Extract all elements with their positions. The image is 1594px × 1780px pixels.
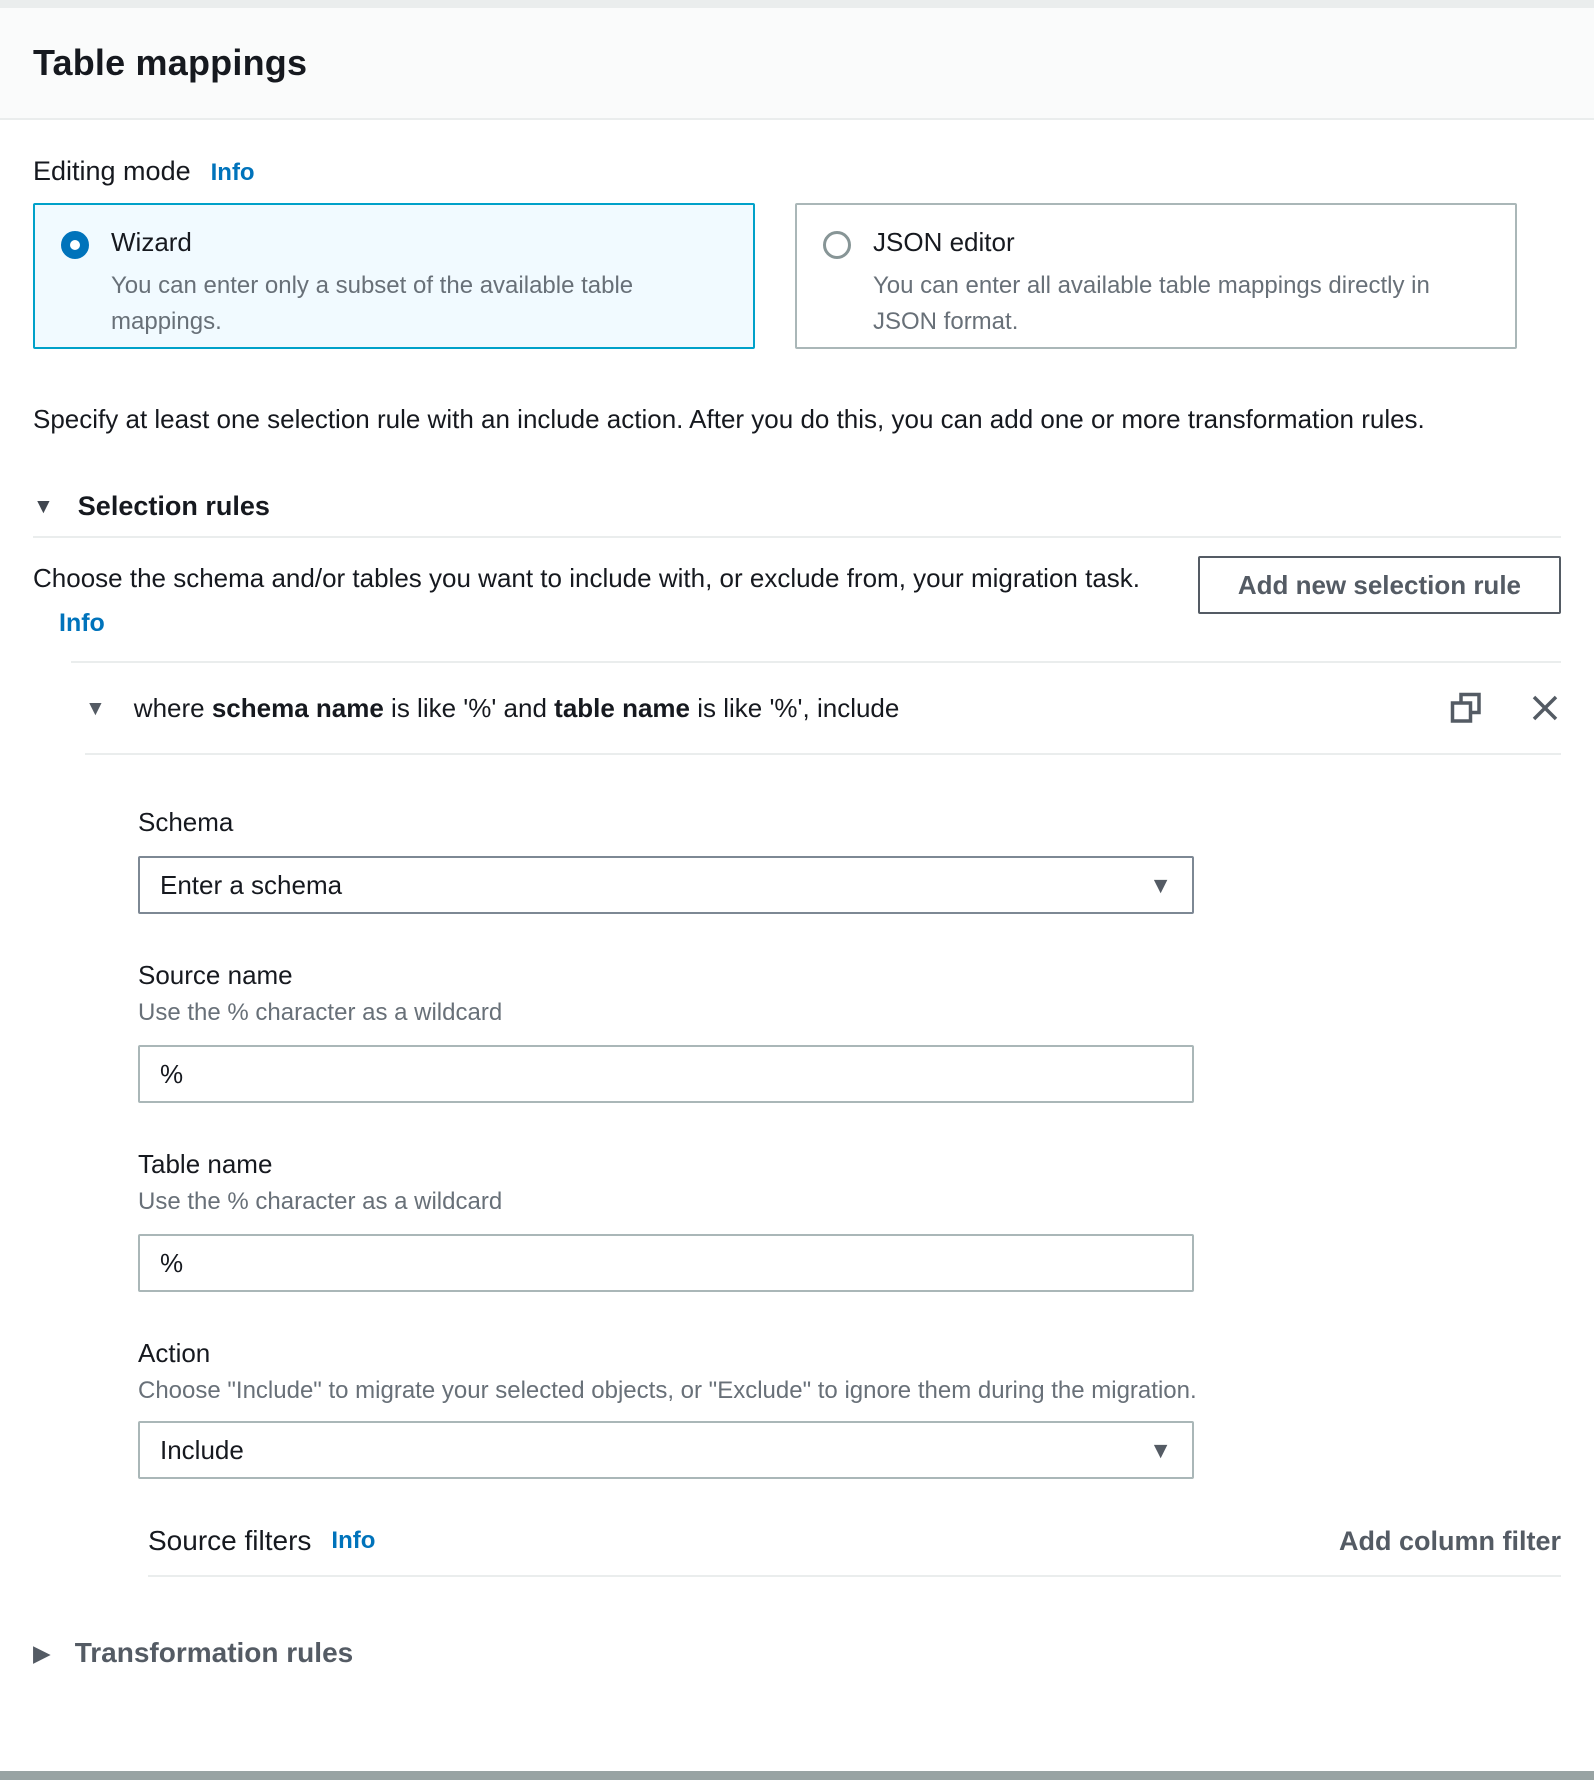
selection-rule-header [85,663,1561,753]
footer-strip [0,1771,1594,1780]
source-name-helper: Use the % character as a wildcard [138,999,503,1026]
selection-rules-toolbar [33,556,1561,645]
wizard-option-text [111,227,727,335]
selection-rules-description-text: Choose the schema and/or tables you want to include with, or exclude from, your migration task. [33,563,1141,593]
action-select[interactable] [138,1421,1194,1479]
editing-mode-option-json-editor[interactable] [795,203,1517,349]
table-mappings-panel [0,156,1594,1669]
source-filters-info-link[interactable]: Info [331,1527,376,1554]
source-name-label: Source name [138,960,293,990]
json-editor-option-title: JSON editor [873,227,1015,257]
action-label: Action [138,1338,211,1368]
rule-summary-prefix: where [133,692,212,723]
add-column-filter-button[interactable]: Add column filter [1339,1525,1561,1556]
transformation-rules-section-header[interactable] [33,1637,1561,1669]
action-select-value: Include [160,1434,244,1465]
table-name-input[interactable] [138,1234,1194,1292]
table-name-helper: Use the % character as a wildcard [138,1188,503,1215]
source-name-input[interactable] [138,1045,1194,1103]
divider [33,536,1561,538]
selection-rules-title: Selection rules [77,491,270,521]
chevron-down-icon: ▼ [1149,1436,1172,1463]
json-editor-option-text [873,227,1489,335]
rule-summary [134,693,1403,724]
chevron-down-icon: ▼ [1149,871,1172,898]
editing-mode-row [33,156,1561,187]
collapse-triangle-icon[interactable]: ▼ [33,495,54,518]
schema-label: Schema [138,807,234,837]
add-new-selection-rule-button[interactable]: Add new selection rule [1198,556,1561,614]
expand-triangle-icon[interactable]: ▶ [33,1639,51,1666]
wizard-option-title: Wizard [111,227,192,257]
editing-mode-options [33,203,1561,349]
remove-rule-button[interactable] [1529,692,1561,724]
action-helper: Choose "Include" to migrate your selected objects, or "Exclude" to ignore them during the migration. [138,1377,1197,1404]
schema-select[interactable] [138,856,1194,914]
top-strip [0,0,1594,8]
editing-mode-option-wizard[interactable] [33,203,755,349]
selection-rules-description [33,556,1198,645]
panel-header [0,8,1594,120]
rule-summary-table-name: table name [554,692,690,723]
editing-mode-info-link[interactable]: Info [210,159,255,186]
close-icon [1529,692,1561,724]
selection-rules-section-header[interactable] [33,491,1561,522]
wizard-option-description: You can enter only a subset of the available table mappings. [111,272,634,335]
source-filters-label: Source filters [148,1525,312,1556]
rule-summary-suffix: is like '%', include [690,692,900,723]
selection-rules-info-link[interactable]: Info [59,609,105,637]
json-editor-option-description: You can enter all available table mappings directly in JSON format. [873,272,1430,335]
divider [85,753,1561,755]
rule-summary-schema-name: schema name [211,692,384,723]
selection-rule-form [138,807,1561,1479]
rule-collapse-triangle-icon[interactable]: ▼ [85,696,106,720]
page-title: Table mappings [33,42,308,83]
source-filters-row [148,1525,1561,1557]
editing-mode-label: Editing mode [33,156,191,186]
selection-rules-intro-text: Specify at least one selection rule with an include action. After you do this, you can add one or more transformation rules. [33,404,1425,434]
radio-selected-icon[interactable] [61,231,89,259]
rule-summary-mid: is like '%' and [383,692,555,723]
copy-icon [1449,691,1483,725]
transformation-rules-title: Transformation rules [74,1637,354,1668]
divider [148,1575,1561,1577]
table-name-label: Table name [138,1149,273,1179]
schema-select-value: Enter a schema [160,869,343,900]
radio-unselected-icon[interactable] [823,231,851,259]
duplicate-rule-button[interactable] [1449,691,1483,725]
